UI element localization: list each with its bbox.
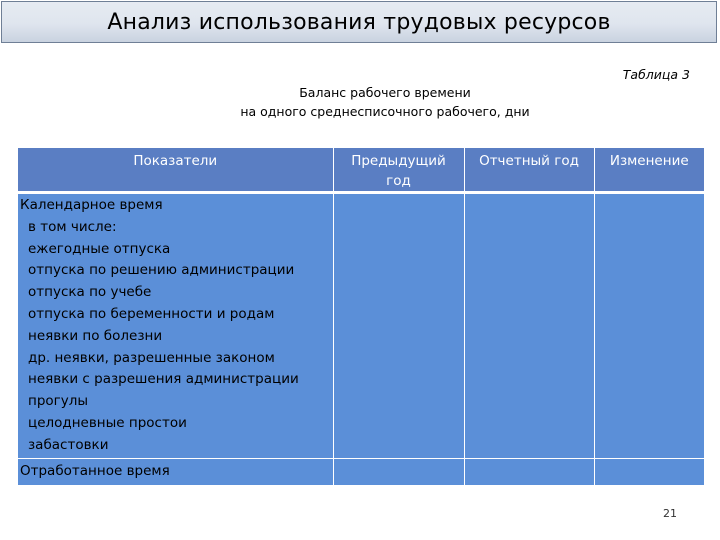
row-worked-time: Отработанное время	[20, 463, 170, 479]
worked-time-previous-year-cell	[333, 459, 464, 486]
slide-title: Анализ использования трудовых ресурсов	[107, 9, 611, 35]
row-sick-absence: неявки по болезни	[28, 327, 163, 344]
row-admin-permitted-absence: неявки с разрешения администрации	[28, 371, 299, 388]
header-indicators: Показатели	[18, 148, 333, 193]
indicators-cell	[18, 193, 333, 459]
caption-line-1: Баланс рабочего времени	[299, 85, 471, 100]
slide-title-bar	[1, 1, 717, 43]
row-full-day-downtime: целодневные простои	[28, 414, 187, 431]
table-row	[18, 193, 704, 459]
row-admin-leave: отпуска по решению администрации	[28, 262, 295, 279]
row-other-legal-absence: др. неявки, разрешенные законом	[28, 349, 275, 366]
page-number: 21	[663, 507, 677, 520]
caption-line-2: на одного среднесписочного рабочего, дни	[240, 104, 530, 119]
row-study-leave: отпуска по учебе	[28, 284, 152, 301]
header-reporting-year: Отчетный год	[464, 148, 594, 193]
indicator-list	[18, 194, 333, 457]
table-row-worked-time	[18, 459, 704, 486]
row-annual-leave: ежегодные отпуска	[28, 240, 171, 257]
row-calendar-time: Календарное время	[20, 197, 163, 213]
worked-time-reporting-year-cell	[464, 459, 594, 486]
row-maternity-leave: отпуска по беременности и родам	[28, 305, 275, 322]
row-truancy: прогулы	[28, 393, 89, 410]
table-header-row	[18, 148, 704, 193]
header-previous-year-line-2: год	[386, 173, 411, 189]
change-cell	[594, 193, 704, 459]
reporting-year-cell	[464, 193, 594, 459]
header-previous-year	[333, 148, 464, 193]
row-strikes: забастовки	[28, 436, 109, 453]
working-time-balance-table	[18, 148, 704, 486]
table-caption	[170, 83, 600, 121]
header-change: Изменение	[594, 148, 704, 193]
previous-year-cell	[333, 193, 464, 459]
row-including: в том числе:	[28, 218, 117, 235]
worked-time-label-cell	[18, 459, 333, 486]
worked-time-label-wrap	[18, 459, 333, 483]
header-previous-year-line-1: Предыдущий	[351, 153, 446, 169]
table-number: Таблица 3	[622, 67, 690, 82]
worked-time-change-cell	[594, 459, 704, 486]
